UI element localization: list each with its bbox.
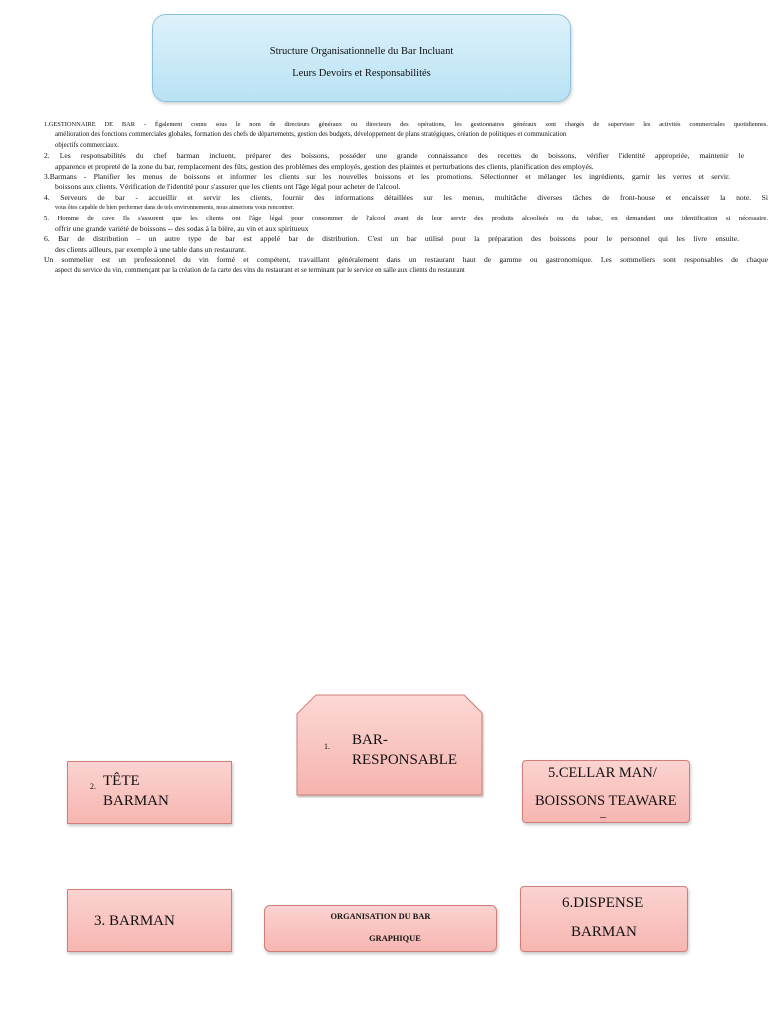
box-6-line-2: BARMAN — [571, 924, 637, 940]
box-5-line-1: 5.CELLAR MAN/ — [548, 765, 657, 781]
paragraph-3 — [44, 172, 730, 193]
paragraph-2-first: 2. Les responsabilités du chef barman incluent, préparer des boissons, posséder une grande connaissance des recettes de boissons, vérifier l'identité appropriée, maintenir le — [44, 151, 744, 161]
box-2-line-1: TÊTE — [103, 773, 140, 789]
box-3-label: 3. BARMAN — [94, 913, 175, 929]
box-2-number: 2. — [90, 782, 96, 791]
paragraph-5 — [44, 214, 768, 235]
paragraph-3-cont-1: boissons aux clients. Vérification de l'identité pour s'assurer que les clients ont l'âge légal pour acheter de l'alcool. — [55, 182, 401, 192]
box-1-line-2: RESPONSABLE — [352, 752, 458, 768]
center-line-1: ORGANISATION DU BAR — [330, 912, 431, 921]
paragraph-4-cont-1: vous êtes capable de bien performer dans de tels environnements, nous aimerions vous rencontrer. — [55, 205, 295, 212]
box-1-number: 1. — [324, 742, 330, 751]
paragraph-4 — [44, 193, 768, 214]
box-2-line-2: BARMAN — [103, 793, 169, 809]
paragraph-1-first: 1.GESTIONNAIRE DE BAR - Également connu sous le nom de directeurs généraux ou directeurs des opérations, les gestionnaires généraux sont chargés de superviser les activités commerciales quotidiennes. — [44, 121, 768, 128]
paragraph-6 — [44, 234, 739, 255]
paragraph-7-cont-1: aspect du service du vin, commençant par la création de la carte des vins du restaurant et se terminant par le service en salle aux clients du restaurant — [55, 266, 465, 274]
paragraph-2 — [44, 151, 744, 172]
paragraph-3-first: 3.Barmans - Planifier les menus de boissons et informer les clients sur les nouvelles boissons et les promotions. Sélectionner et mélanger les ingrédients, garnir les verres et servir. — [44, 172, 730, 182]
title-line-1: Structure Organisationnelle du Bar Incluant — [269, 46, 454, 57]
box-5-line-2: BOISSONS TEAWARE — [535, 793, 677, 809]
box-1-line-1: BAR- — [352, 732, 388, 748]
paragraph-6-cont-1: des clients ailleurs, par exemple à une table dans un restaurant. — [55, 244, 247, 254]
paragraph-1 — [44, 120, 768, 151]
paragraph-2-cont-1: apparence et propreté de la zone du bar, remplacement des fûts, gestion des problèmes des employés, gestion des plaintes et perturbations des clients, planification des employés. — [55, 161, 594, 171]
paragraph-4-first: 4. Serveurs de bar - accueillir et servir les clients, fournir des informations détaillées sur les menus, multitâche diverses tâches de front-house et encaisser la note. Si — [44, 192, 768, 202]
title-line-2: Leurs Devoirs et Responsabilités — [292, 68, 431, 79]
paragraph-1-cont-2: objectifs commerciaux. — [55, 141, 119, 149]
title-box — [152, 14, 571, 102]
paragraph-7 — [44, 255, 768, 276]
paragraph-1-cont-1: amélioration des fonctions commerciales globales, formation des chefs de départements, gestion des budgets, développement de plans stratégiques, création de politiques et communication — [55, 131, 567, 139]
document-body — [44, 120, 768, 276]
box-6-line-1: 6.DISPENSE — [562, 895, 644, 911]
paragraph-7-first: Un sommelier est un professionnel du vin formé et compétent, travaillant généralement dans un restaurant haut de gamme ou gastronomique. Les sommeliers sont responsables de chaque — [44, 255, 768, 265]
center-line-2: GRAPHIQUE — [369, 934, 421, 943]
paragraph-6-first: 6. Bar de distribution – un autre type de bar est appelé bar de distribution. C'est un bar utilisé pour la préparation des boissons pour le personnel qui les livre ensuite. — [44, 234, 739, 244]
box-5-line-3: – — [600, 809, 606, 823]
paragraph-5-cont-1: offrir une grande variété de boissons -- des sodas à la bière, au vin et aux spiritueux — [55, 224, 309, 234]
paragraph-5-first: 5. Homme de cave Ils s'assurent que les clients ont l'âge légal pour consommer de l'alcool avant de leur servir des produits alcoolisés ou du tabac, en demandant une identification si nécessaire. — [44, 214, 768, 222]
